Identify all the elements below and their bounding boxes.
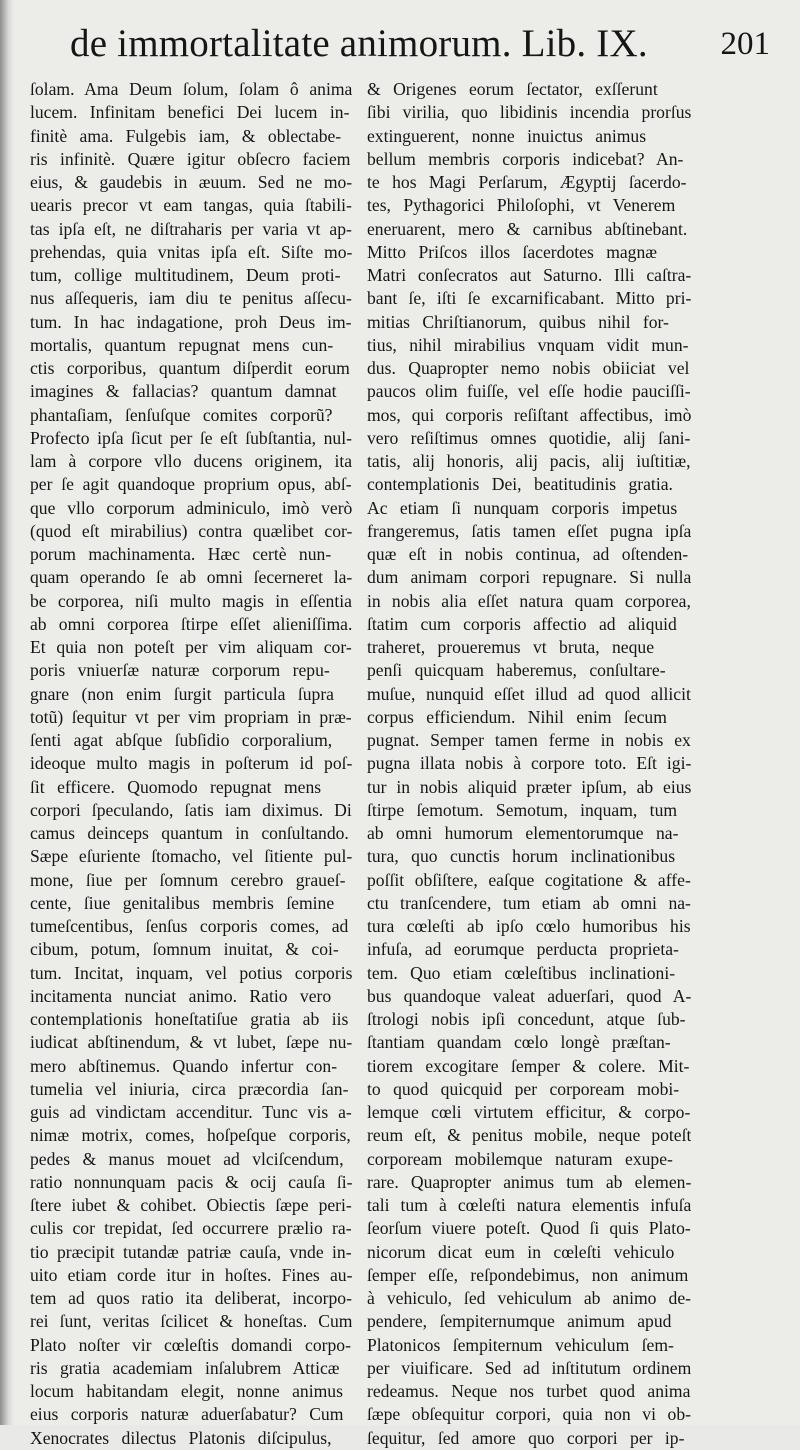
text-line: uearis precor vt eam tangas, quia ſtabili-	[30, 195, 352, 216]
text-line: uito etiam corde itur in hoſtes. Fines au-	[30, 1264, 352, 1285]
text-line: ris gratia academiam inſalubrem Atticæ	[30, 1357, 340, 1378]
text-line: Xenocrates dilectus Platonis diſcipulus,	[30, 1427, 332, 1448]
text-line: tatis, alij honoris, alij pacis, alij iuſtitiæ,	[367, 451, 691, 471]
text-line: bus quandoque valeat aduerſari, quod A-	[367, 985, 691, 1006]
text-line: eius corporis naturæ aduerſabatur? Cum	[30, 1404, 344, 1425]
text-line: tes, Pythagorici Philoſophi, vt Venerem	[367, 195, 676, 216]
text-line: pugnat. Semper tamen ferme in nobis ex	[367, 730, 691, 750]
text-line: quam operando ſe ab omni ſecerneret la-	[30, 567, 352, 588]
text-line: ſtirpe ſemotum. Semotum, inquam, tum	[367, 799, 678, 820]
text-line: bellum membris corporis indicebat? An-	[367, 148, 684, 169]
text-line: ſæpe obſequitur corpori, quia non vi ob-	[367, 1404, 691, 1425]
text-line: mos, qui corporis reſiſtant affectibus, imò	[367, 404, 691, 425]
text-line: (quod eſt mirabilius) contra quælibet cor-	[30, 520, 352, 541]
text-line: dus. Quapropter nemo nobis obiiciat vel	[367, 358, 690, 378]
text-line: redeamus. Neque nos turbet quod anima	[367, 1381, 691, 1401]
text-line: finitè ama. Fulgebis iam, & oblectabe-	[30, 125, 342, 146]
text-line: incitamenta nunciat animo. Ratio vero	[30, 985, 332, 1006]
text-line: frangeremus, ſatis tamen eſſet pugna ipſa	[367, 520, 691, 541]
text-line: tura cœleſti ab ipſo cœlo humoribus his	[367, 916, 691, 936]
text-line: & Origenes eorum ſectator, exſſerunt	[367, 79, 658, 99]
text-line: que vllo corporum adminiculo, imò verò	[30, 497, 352, 518]
text-line: vero reſiſtimus omnes quotidie, alij ſani-	[367, 427, 691, 448]
text-line: paucos olim fuiſſe, vel eſſe hodie pauciſſi-	[367, 381, 691, 402]
text-line: porum machinamenta. Hæc certè nun-	[30, 544, 332, 564]
text-line: mero abſtinemus. Quando infertur con-	[30, 1055, 338, 1076]
text-line: ſenti agat abſque ſubſidio corporalium,	[30, 730, 333, 750]
text-line: bant ſe, iſti ſe excarnificabant. Mitto pri-	[367, 288, 691, 309]
text-line: contemplationis honeſtatiſue gratia ab iis	[30, 1009, 349, 1029]
text-line: contemplationis Dei, beatitudinis gratia.	[367, 474, 673, 495]
text-line: to quod quicquid per corpoream mobi-	[367, 1078, 680, 1099]
text-line: lucem. Infinitam benefici Dei lucem in-	[30, 102, 350, 123]
text-line: tum. Incitat, inquam, vel potius corporis	[30, 962, 352, 983]
text-line: ſequitur, ſed amore quo corpori per ip-	[367, 1427, 685, 1448]
text-line: Sæpe eſuriente ſtomacho, vel ſitiente pul-	[30, 846, 352, 867]
running-head	[70, 18, 770, 74]
text-line: tumelia vel iniuria, circa præcordia ſan-	[30, 1078, 349, 1099]
text-line: tum, collige multitudinem, Deum proti-	[30, 265, 341, 285]
text-line: ris infinitè. Quære igitur obſecro faciem	[30, 148, 351, 169]
text-line: locum habitandam elegit, nonne animus	[30, 1381, 343, 1401]
text-line: rare. Quapropter animus tum ab elemen-	[367, 1171, 691, 1192]
text-line: Profecto ipſa ſicut per ſe eſt ſubſtantia, nul-	[30, 427, 352, 448]
text-line: tio præcipit tutandæ patriæ cauſa, vnde in-	[30, 1241, 352, 1262]
text-line: tura, quo cunctis horum inclinationibus	[367, 846, 676, 867]
text-line: Mitto Priſcos illos ſacerdotes magnæ	[367, 241, 658, 262]
text-line: in nobis alia eſſet natura quam corporea,	[367, 590, 691, 611]
running-title: de immortalitate animorum. Lib. IX.	[70, 22, 648, 65]
text-line: tali tum à cœleſti natura elementis infuſa	[367, 1195, 691, 1215]
page-number: 201	[720, 26, 770, 62]
text-line: te hos Magi Perſarum, Ægyptij ſacerdo-	[367, 172, 687, 192]
text-line: iudicat abſtinendum, & vt lubet, ſæpe nu-	[30, 1032, 352, 1053]
text-line: Platonicos ſempiternum vehiculum ſem-	[367, 1334, 674, 1355]
text-line: corpus efficiendum. Nihil enim ſecum	[367, 706, 667, 727]
text-line: tem ad quos ratio ita deliberat, incorpo-	[30, 1288, 352, 1308]
text-line: ab omni humorum elementorumque na-	[367, 823, 679, 843]
text-line: traheret, proueremus vt bruta, neque	[367, 637, 655, 657]
text-line: Et quia non poteſt per vim aliquam cor-	[30, 637, 352, 657]
text-line: Matri conſecratos aut Saturno. Illi caſtra-	[367, 265, 691, 285]
text-line: infuſa, ad eorumque perducta proprieta-	[367, 939, 679, 960]
text-line: imagines & fallacias? quantum damnat	[30, 381, 337, 402]
text-line: extinguerent, nonne inuictus animus	[367, 125, 647, 146]
text-line: tas ipſa eſt, ne diſtraharis per varia vt ap-	[30, 218, 352, 239]
text-line: gnare (non enim ſurgit particula ſupra	[30, 683, 334, 704]
text-line: guis ad vindictam accenditur. Tunc vis a-	[30, 1102, 352, 1122]
text-line: dum animam corpori repugnare. Si nulla	[367, 567, 691, 588]
text-line: phantaſiam, ſenſuſque comites corporũ?	[30, 404, 333, 425]
text-line: lemque cœli virtutem efficitur, & corpo-	[367, 1102, 691, 1122]
text-line: ideoque multo magis in poſterum id poſ-	[30, 753, 352, 774]
text-line: lam à corpore vllo ducens originem, ita	[30, 451, 352, 471]
text-line: totũ) ſequitur vt per vim propriam in præ-	[30, 706, 352, 727]
text-line: tur in nobis aliquid præter ipſum, ab eius	[367, 776, 691, 797]
text-line: rei ſunt, veritas ſcilicet & honeſtas. Cum	[30, 1311, 352, 1332]
text-line: mone, ſiue per ſomnum cerebro graueſ-	[30, 869, 346, 890]
text-line: muſue, nunquid eſſet illud ad quod allicit	[367, 683, 691, 704]
text-column-left	[30, 78, 352, 1450]
text-line: culis cor trepidat, ſed occurrere prælio ra-	[30, 1218, 352, 1239]
text-line: corpori ſpeculando, ſatis iam diximus. Di	[30, 799, 352, 820]
text-line: mortalis, quantum repugnat mens cun-	[30, 334, 334, 355]
text-line: corpoream mobilemque naturam exupe-	[367, 1148, 673, 1169]
text-line: ab omni corporea ſtirpe eſſet alieniſſima.	[30, 613, 352, 634]
text-line: ctu tranſcendere, tum etiam ab omni na-	[367, 892, 691, 913]
text-line: Plato noſter vir cœleſtis domandi corpo-	[30, 1334, 351, 1355]
text-line: eneruarent, mero & carnibus abſtinebant.	[367, 218, 688, 239]
text-line: prehendas, quia vnitas ipſa eſt. Siſte mo-	[30, 241, 352, 262]
text-line: ſtatim cum corporis affectio ad aliquid	[367, 613, 677, 634]
text-column-right	[367, 78, 691, 1450]
text-line: camus deinceps quantum in conſultando.	[30, 823, 349, 843]
text-line: ratio nonnunquam pacis & ocij cauſa ſi-	[30, 1171, 352, 1192]
text-line: poſſit obſiſtere, eaſque cogitatione & affe-	[367, 869, 691, 890]
text-line: quæ eſt in nobis continua, ad oſtenden-	[367, 544, 689, 564]
text-line: pendere, ſempiternumque animum apud	[367, 1311, 672, 1332]
text-line: tum. In hac indagatione, proh Deus im-	[30, 311, 352, 332]
text-line: ſtantiam quandam cœlo longè præſtan-	[367, 1032, 671, 1053]
text-line: nicorum dicat eum in cœleſti vehiculo	[367, 1241, 675, 1262]
text-line: cibum, potum, ſomnum inuitat, & coi-	[30, 939, 339, 960]
text-line: be corporea, niſi multo magis in eſſentia	[30, 590, 352, 611]
text-line: à vehiculo, ſed vehiculum ab animo de-	[367, 1288, 691, 1308]
text-line: ſolam. Ama Deum ſolum, ſolam ô anima	[30, 79, 352, 99]
text-line: nus aſſequeris, iam diu te penitus aſſecu-	[30, 288, 352, 309]
text-line: ſemper eſſe, reſpondebimus, non animum	[367, 1264, 689, 1285]
text-line: mitias Chriſtianorum, quibus nihil for-	[367, 311, 669, 332]
text-line: Ac etiam ſi nunquam corporis impetus	[367, 497, 678, 518]
text-line: per viuificare. Sed ad inſtitutum ordinem	[367, 1357, 691, 1378]
text-line: ctis corporibus, quantum diſperdit eorum	[30, 358, 350, 378]
text-line: pugna illata nobis à corpore toto. Eſt igi-	[367, 753, 691, 774]
text-line: ſeorſum viuere poteſt. Quod ſi quis Plato-	[367, 1218, 691, 1239]
text-line: pedes & manus mouet ad vlciſcendum,	[30, 1148, 344, 1169]
text-line: poris vniuerſæ naturæ corporum repu-	[30, 660, 330, 681]
text-line: ſtrologi nobis ipſi concedunt, atque ſub-	[367, 1009, 686, 1029]
text-line: ſibi virilia, quo libidinis incendia prorſus	[367, 102, 691, 123]
text-line: eius, & gaudebis in æuum. Sed ne mo-	[30, 172, 352, 192]
text-line: nimæ motrix, comes, hoſpeſque corporis,	[30, 1125, 351, 1146]
text-line: penſi quicquam haberemus, conſultare-	[367, 660, 666, 681]
text-line: tumeſcentibus, ſenſus corporis comes, ad	[30, 916, 349, 936]
text-line: tiorem excogitare ſemper & colere. Mit-	[367, 1055, 690, 1076]
text-line: reum eſt, & penitus mobile, neque poteſt	[367, 1125, 691, 1146]
text-line: cente, ſiue genitalibus membris ſemine	[30, 892, 335, 913]
text-line: ſit efficere. Quomodo repugnat mens	[30, 776, 322, 797]
text-line: tem. Quo etiam cœleſtibus inclinationi-	[367, 962, 676, 983]
gutter-shadow	[0, 0, 14, 1425]
text-line: per ſe agit quandoque proprium opus, abſ-	[30, 474, 352, 495]
text-line: ſtere iubet & cohibet. Obiectis ſæpe peri-	[30, 1195, 352, 1215]
text-line: tius, nihil mirabilius vnquam vidit mun-	[367, 334, 689, 355]
